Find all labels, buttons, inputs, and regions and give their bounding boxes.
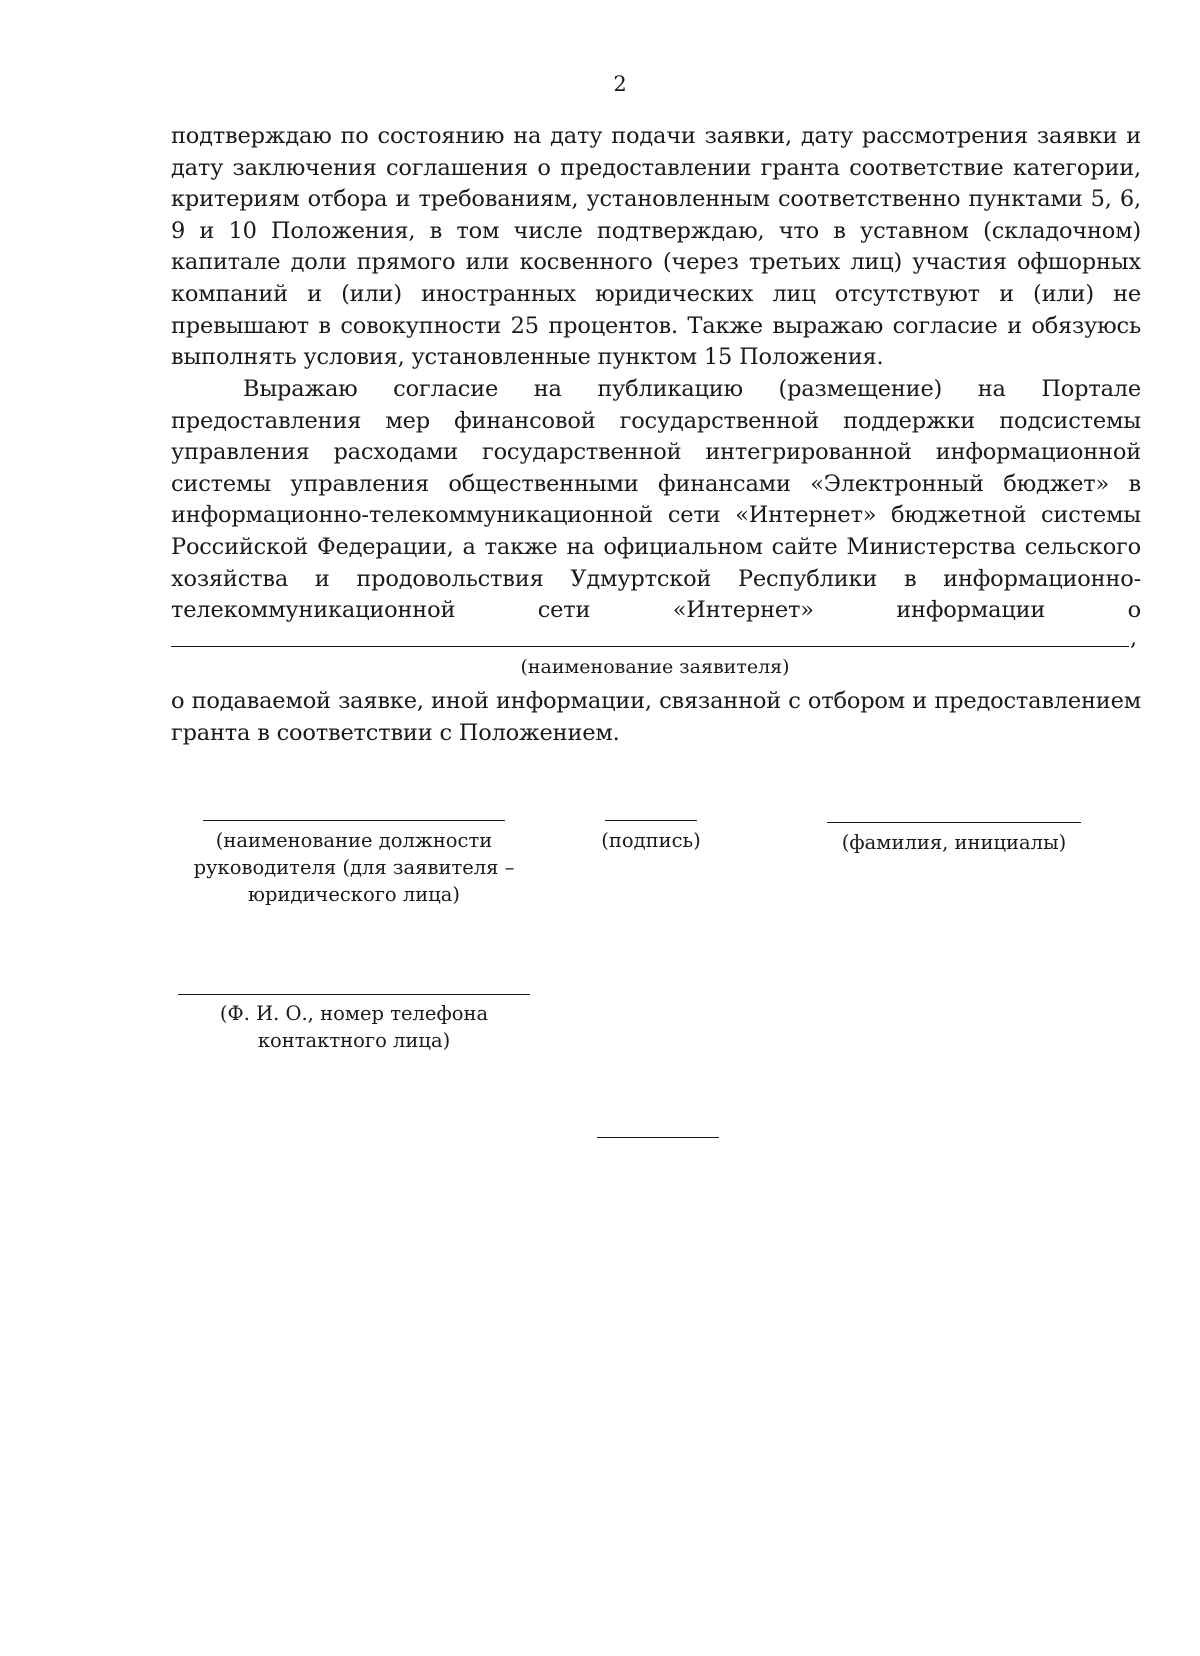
surname-line bbox=[827, 822, 1081, 823]
contact-person-line bbox=[178, 994, 530, 995]
paragraph-consent-publication: Выражаю согласие на публикацию (размещение) на Портале предоставления мер финансовой государственной поддержки подсистемы управления расходами государственной интегрированной информационной системы управления общественными финансами «Электронный бюджет» в информационно-телекоммуникационной сети «Интернет» бюджетной системы Российской Федерации, а также на официальном сайте Министерства сельского хозяйства и продовольствия Удмуртской Республики в информационно-телекоммуникационной сети «Интернет» информации о bbox=[171, 376, 1141, 624]
page-number: 2 bbox=[613, 72, 627, 96]
applicant-name-caption: (наименование заявителя) bbox=[520, 656, 790, 678]
signature-caption: (подпись) bbox=[601, 829, 701, 852]
applicant-name-line bbox=[171, 646, 1129, 647]
position-caption: (наименование должности руководителя (для заявителя – юридического лица) bbox=[193, 829, 515, 906]
document-end-line bbox=[597, 1137, 719, 1138]
contact-person-caption: (Ф. И. О., номер телефона контактного лица) bbox=[219, 1002, 489, 1052]
paragraph-confirmation: подтверждаю по состоянию на дату подачи заявки, дату рассмотрения заявки и дату заключения соглашения о предоставлении гранта соответствие категории, критериям отбора и требованиям, установленным соответственно пунктами 5, 6, 9 и 10 Положения, в том числе подтверждаю, что в уставном (складочном) капитале доли прямого или косвенного (через третьих лиц) участия офшорных компаний и (или) иностранных юридических лиц отсутствуют и (или) не превышают в совокупности 25 процентов. Также выражаю согласие и обязуюсь выполнять условия, установленные пунктом 15 Положения. bbox=[171, 123, 1141, 371]
applicant-line-comma: , bbox=[1130, 626, 1137, 651]
signature-line bbox=[605, 820, 697, 821]
surname-caption: (фамилия, инициалы) bbox=[841, 831, 1067, 854]
paragraph-application-info: о подаваемой заявке, иной информации, связанной с отбором и предоставлением гранта в соответствии с Положением. bbox=[171, 688, 1141, 746]
position-signature-line bbox=[203, 820, 505, 821]
